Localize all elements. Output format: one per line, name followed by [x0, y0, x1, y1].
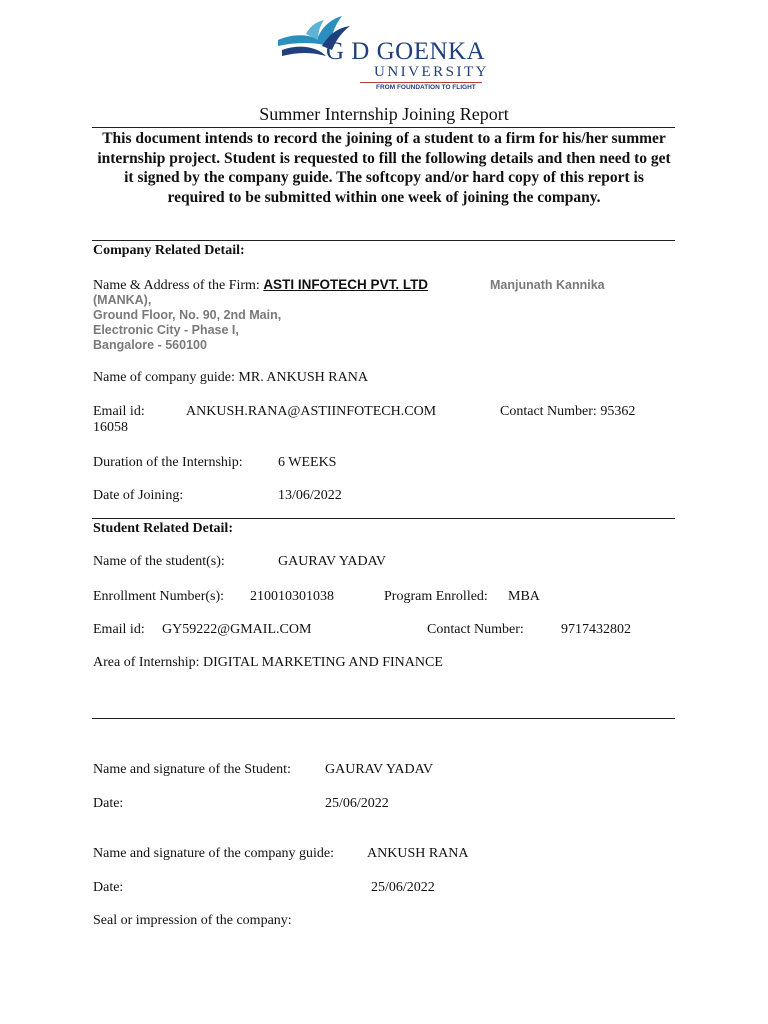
company-contact-value-part2: 16058	[93, 420, 128, 435]
internship-area-row	[93, 655, 443, 671]
firm-address-line1: Manjunath Kannika	[490, 278, 605, 292]
seal-label: Seal or impression of the company:	[93, 913, 292, 928]
company-contact	[500, 404, 635, 420]
firm-address-line2: (MANKA),	[93, 293, 152, 307]
logo-name: G D GOENKA	[326, 38, 486, 65]
enrollment-label: Enrollment Number(s):	[93, 589, 225, 604]
duration-label: Duration of the Internship:	[93, 455, 243, 470]
guide-date-label: Date:	[93, 880, 124, 895]
program-label: Program Enrolled:	[384, 589, 488, 604]
student-date-label: Date:	[93, 796, 124, 811]
guide-signature-label: Name and signature of the company guide:	[93, 846, 335, 861]
firm-address-line4: Electronic City - Phase I,	[93, 323, 239, 337]
section-divider-student	[92, 518, 675, 519]
student-email-label: Email id:	[93, 622, 145, 637]
company-email-value: ANKUSH.RANA@ASTIINFOTECH.COM	[186, 404, 437, 419]
student-section-heading: Student Related Detail:	[93, 521, 233, 536]
firm-row	[93, 277, 428, 294]
section-divider-company	[92, 240, 675, 241]
section-divider-signatures	[92, 718, 675, 719]
firm-address-line3: Ground Floor, No. 90, 2nd Main,	[93, 308, 282, 322]
logo-rule	[360, 82, 482, 83]
student-date-value: 25/06/2022	[325, 796, 389, 811]
firm-name: ASTI INFOTECH PVT. LTD	[263, 277, 429, 292]
internship-area-value: DIGITAL MARKETING AND FINANCE	[203, 655, 443, 670]
university-logo	[276, 12, 492, 98]
guide-value: MR. ANKUSH RANA	[238, 370, 368, 385]
student-email-value: GY59222@GMAIL.COM	[162, 622, 312, 637]
intro-paragraph: This document intends to record the joining of a student to a firm for his/her summer internship project. Student is requested to fill the following details and then need to get it signed by the company guide. The softcopy and/or hard copy of this report is required to be submitted within one week of joining the company.	[97, 130, 671, 206]
student-signature-label: Name and signature of the Student:	[93, 762, 291, 777]
guide-label: Name of company guide:	[93, 370, 235, 385]
duration-value: 6 WEEKS	[278, 455, 337, 470]
student-name-label: Name of the student(s):	[93, 554, 225, 569]
student-contact-label: Contact Number:	[427, 622, 524, 637]
student-signature-value: GAURAV YADAV	[325, 762, 434, 777]
guide-date-value: 25/06/2022	[371, 880, 435, 895]
guide-row	[93, 370, 368, 386]
student-name-value: GAURAV YADAV	[278, 554, 387, 569]
joining-date-value: 13/06/2022	[278, 488, 342, 503]
title-divider	[92, 127, 675, 128]
firm-address-line5: Bangalore - 560100	[93, 338, 207, 352]
company-contact-label: Contact Number:	[500, 404, 597, 419]
page-title: Summer Internship Joining Report	[259, 104, 509, 124]
joining-date-label: Date of Joining:	[93, 488, 184, 503]
enrollment-value: 210010301038	[250, 589, 334, 604]
company-contact-value-part1: 95362	[600, 404, 636, 419]
student-contact-value: 9717432802	[561, 622, 631, 637]
logo-tagline: FROM FOUNDATION TO FLIGHT	[376, 84, 476, 91]
company-email-label: Email id:	[93, 404, 145, 419]
firm-label: Name & Address of the Firm:	[93, 278, 260, 293]
logo-university: UNIVERSITY	[374, 64, 489, 80]
company-section-heading: Company Related Detail:	[93, 243, 245, 258]
program-value: MBA	[508, 589, 540, 604]
guide-signature-value: ANKUSH RANA	[367, 846, 469, 861]
internship-area-label: Area of Internship:	[93, 655, 200, 670]
